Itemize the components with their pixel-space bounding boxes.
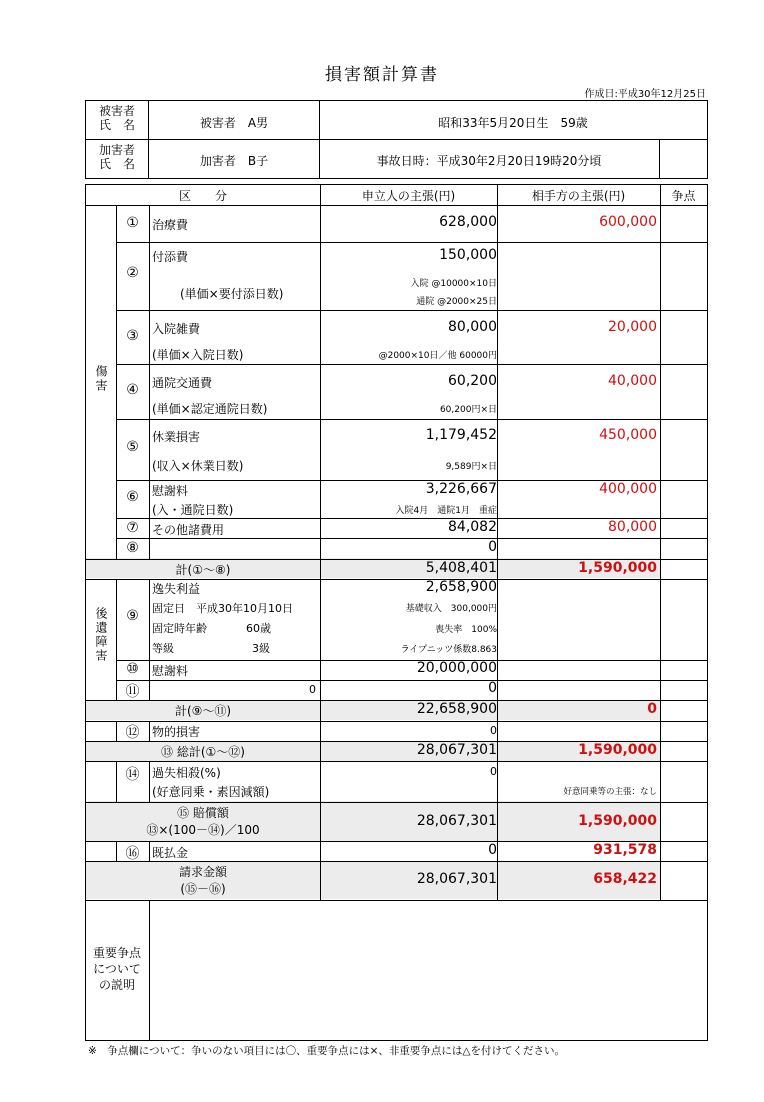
grade-label: 等級	[152, 642, 174, 655]
fixed-age-label: 固定時年齢	[152, 622, 207, 635]
claim-note: 基礎収入 300,000円	[405, 604, 497, 614]
total-label: ⑬ 総計(①～⑫)	[161, 745, 245, 759]
row-label: 過失相殺(%)	[152, 766, 221, 780]
row-sub: (単価×入院日数)	[152, 348, 244, 362]
claim-note: @2000×10日／他 60000円	[378, 351, 497, 361]
claim-value: 0	[490, 765, 497, 778]
row-label: 通院交通費	[152, 376, 213, 390]
important-issues-text-area[interactable]	[150, 901, 706, 1039]
victim-label: 被害者 氏 名	[98, 104, 135, 132]
claim-amount-label: 請求金額	[178, 865, 227, 879]
claim-value: 1,179,452	[425, 427, 497, 443]
row-sub: (好意同乗・素因減額)	[152, 785, 270, 799]
claim-note: ライプニッツ係数8.863	[400, 645, 497, 655]
claim-note: 入院4月 通院1月 重症	[395, 506, 497, 516]
row-number: ①	[126, 215, 139, 231]
col-dispute: 争点	[671, 189, 696, 203]
section-injury: 傷害	[94, 365, 108, 393]
claim-value: 60,200	[448, 373, 497, 389]
row-number: ⑩	[126, 661, 139, 677]
important-issues-label: 重要争点 について の説明	[92, 946, 141, 992]
accident-datetime: 事故日時：平成30年2月20日19時20分頃	[376, 154, 602, 168]
opponent-value: 20,000	[608, 319, 657, 335]
claim-note: 入院 @10000×10日	[410, 279, 497, 289]
section-after-effects: 後遺障害	[94, 607, 108, 663]
claim-note: 9,589円×日	[445, 462, 497, 472]
claim-value: 2,658,900	[425, 579, 497, 595]
claim-value: 28,067,301	[416, 742, 497, 758]
grade-value: 3級	[252, 642, 270, 655]
row-number: ⑥	[126, 489, 139, 505]
row-label: 慰謝料	[152, 664, 189, 678]
row-number: ⑯	[125, 846, 140, 862]
claim-value: 628,000	[439, 214, 497, 230]
footnote: ※ 争点欄について：争いのない項目には〇、重要争点には×、非重要争点には△を付けてください。	[88, 1045, 565, 1057]
claim-value: 5,408,401	[425, 560, 497, 576]
row-label: 逸失利益	[152, 582, 201, 596]
row-label: その他諸費用	[152, 523, 225, 537]
col-category: 区 分	[178, 189, 227, 203]
col-opponent: 相手方の主張(円)	[531, 189, 626, 203]
subtotal-label: 計(①～⑧)	[175, 563, 231, 577]
claim-note: 60,200円×日	[439, 405, 497, 415]
row-number: ②	[126, 265, 139, 281]
victim-name: 被害者 A男	[199, 116, 269, 130]
col-claimant: 申立人の主張(円)	[361, 189, 456, 203]
row-label: 治療費	[152, 218, 189, 232]
row-number: ⑤	[126, 439, 139, 455]
row-number: ③	[126, 328, 139, 344]
claim-value: 22,658,900	[416, 701, 497, 717]
row-sub: (入・通院日数)	[152, 503, 234, 517]
row-label: 休業損害	[152, 430, 201, 444]
row-sub: (単価×要付添日数)	[180, 287, 284, 301]
claim-value: 0	[490, 724, 497, 737]
row-number: ⑭	[125, 767, 140, 783]
claim-value: 28,067,301	[416, 813, 497, 829]
compensation-label: ⑮ 賠償額	[177, 806, 229, 820]
row-number: ⑪	[125, 684, 140, 700]
subtotal-label: 計(⑨～⑪)	[174, 704, 232, 718]
claim-value: 0	[488, 539, 497, 555]
opponent-value: 931,578	[593, 842, 657, 858]
compensation-formula: ⑬×(100－⑭)／100	[146, 823, 260, 837]
victim-birth: 昭和33年5月20日生 59歳	[438, 116, 588, 130]
offender-label: 加害者 氏 名	[98, 143, 135, 171]
claim-value: 3,226,667	[425, 481, 497, 497]
inner-value: 0	[309, 683, 316, 696]
opponent-value: 0	[647, 701, 657, 717]
row-label: 慰謝料	[152, 484, 189, 498]
claim-value: 0	[488, 680, 497, 696]
claim-note: 喪失率 100%	[435, 625, 497, 635]
claim-value: 28,067,301	[416, 871, 497, 887]
opponent-note: 好意同乗等の主張：なし	[563, 787, 657, 797]
row-sub: (単価×認定通院日数)	[152, 402, 268, 416]
fixed-age-value: 60歳	[246, 622, 271, 635]
row-number: ⑨	[126, 608, 139, 624]
row-label: 入院雑費	[152, 322, 201, 336]
document-title: 損害額計算書	[325, 65, 439, 85]
opponent-value: 1,590,000	[578, 813, 657, 829]
row-number: ⑫	[125, 725, 140, 741]
claim-value: 84,082	[448, 519, 497, 535]
created-date: 作成日:平成30年12月25日	[584, 89, 706, 100]
row-label: 物的損害	[152, 725, 201, 739]
row-number: ⑧	[126, 540, 139, 556]
claim-note: 通院 @2000×25日	[416, 297, 497, 307]
opponent-value: 1,590,000	[578, 742, 657, 758]
row-label: 付添費	[152, 250, 189, 264]
claim-value: 20,000,000	[416, 660, 497, 676]
fixed-date: 固定日 平成30年10月10日	[152, 602, 293, 615]
opponent-value: 40,000	[608, 373, 657, 389]
opponent-value: 450,000	[599, 427, 657, 443]
claim-value: 150,000	[439, 247, 497, 263]
claim-value: 0	[488, 842, 497, 858]
row-number: ⑦	[126, 520, 139, 536]
row-label: 既払金	[152, 846, 189, 860]
opponent-value: 80,000	[608, 519, 657, 535]
claim-amount-formula: (⑮－⑯)	[180, 882, 226, 896]
row-sub: (収入×休業日数)	[152, 459, 244, 473]
row-number: ④	[126, 382, 139, 398]
claim-value: 80,000	[448, 319, 497, 335]
offender-name: 加害者 B子	[199, 154, 269, 168]
opponent-value: 600,000	[599, 214, 657, 230]
opponent-value: 658,422	[593, 871, 657, 887]
opponent-value: 1,590,000	[578, 560, 657, 576]
opponent-value: 400,000	[599, 481, 657, 497]
